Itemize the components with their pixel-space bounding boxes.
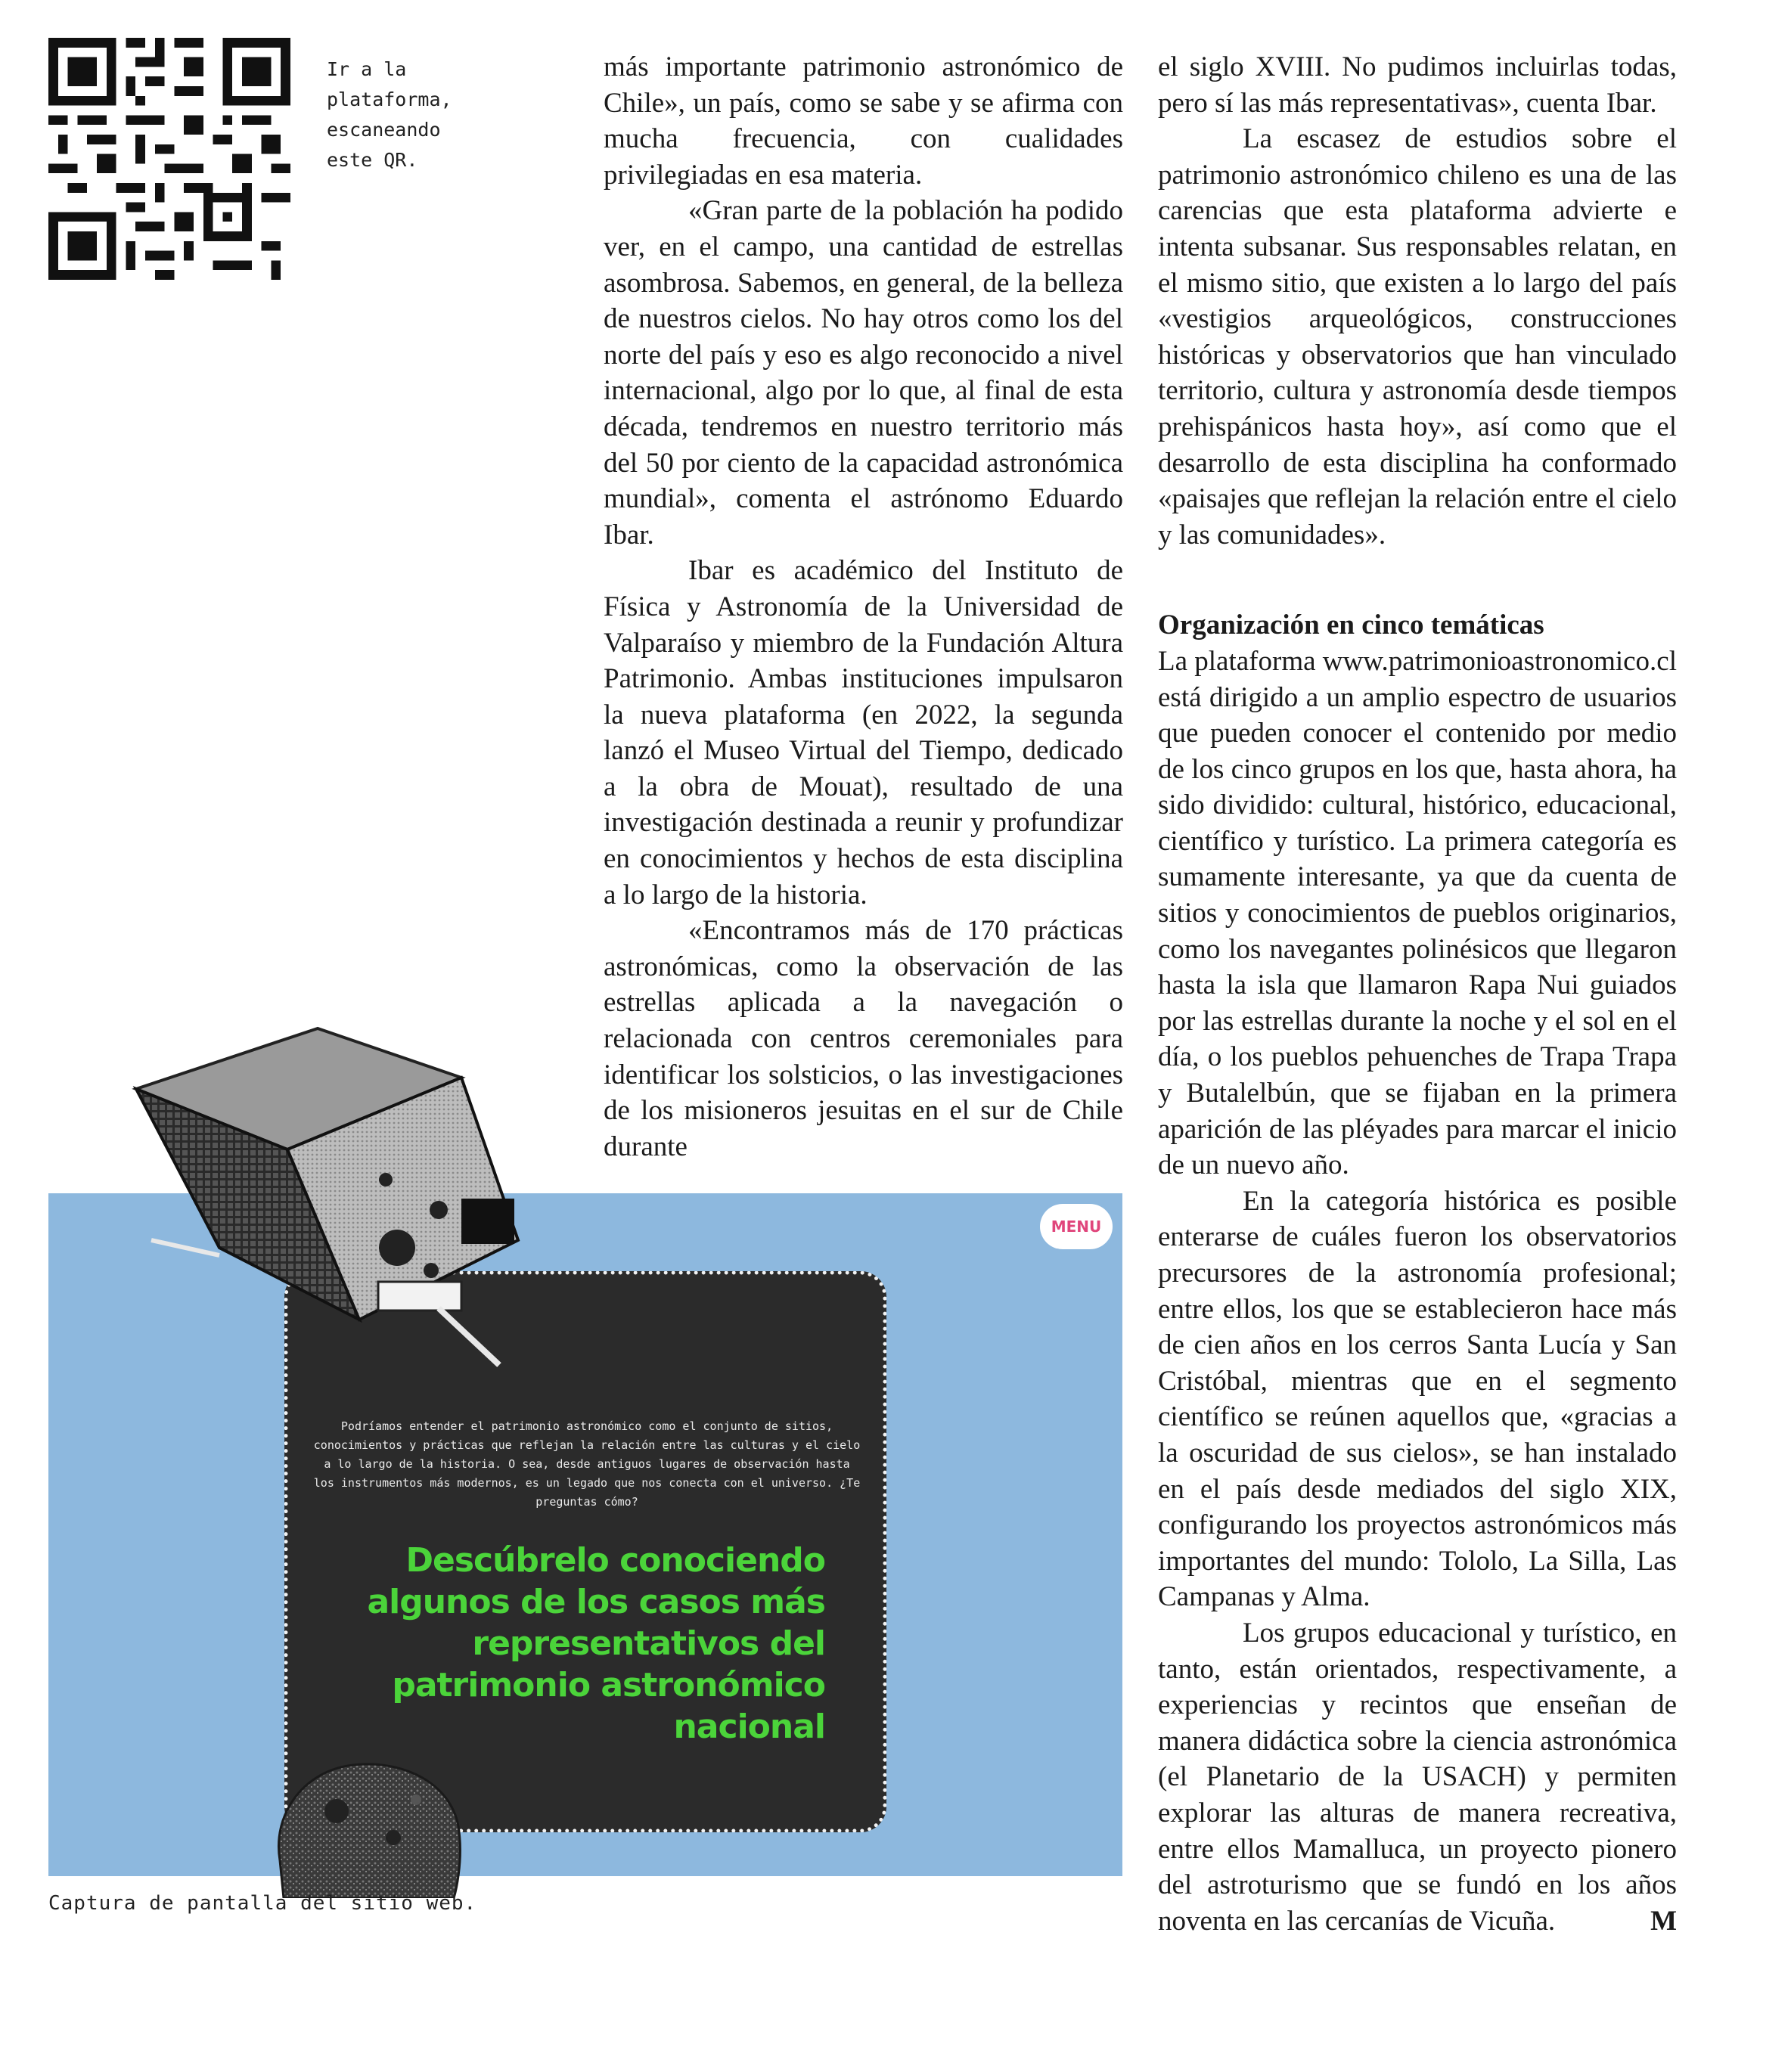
paragraph: más importante patrimonio astronómico de Chile», un país, como se sabe y se afirma con mucha frecuencia, con cualidades privilegiadas en esa materia. (604, 51, 1123, 191)
screen-intro-text: Podríamos entender el patrimonio astronómico como el conjunto de sitios, conocimientos y prácticas que reflejan la relación entre las culturas y el cielo a lo largo de la historia. O sea, desde antiguos lugares de observación hasta los instrumentos más modernos, es un legado que nos conecta con el universo. ¿Te preguntas cómo? (313, 1419, 861, 1509)
paragraph: Ibar es académico del Instituto de Física y Astronomía de la Universidad de Valparaíso y miembro de la Fundación Altura Patrimonio. Ambas instituciones impulsaron la nueva plataforma (en 2022, la segunda lanzó el Museo Virtual del Tiempo, dedicado a la obra de Mouat), resultado de una investigación destinada a reunir y profundizar en conocimientos y hechos de esta disciplina a lo largo de la historia. (604, 555, 1123, 910)
article-column-right (1158, 49, 1677, 1939)
screen-headline: Descúbrelo conociendo algunos de los casos más representativos del patrimonio astronómico nacional (367, 1541, 825, 1746)
paragraph: La escasez de estudios sobre el patrimonio astronómico chileno es una de las carencias que esta plataforma advierte e intenta subsanar. Sus responsables relatan, en el mismo sitio, que existen a lo largo del país «vestigios arqueológicos, construcciones históricas y observatorios que han vinculado territorio, cultura y astronomía desde tiempos prehispánicos hasta hoy», así como que el desarrollo de esta disciplina ha conformado «paisajes que reflejan la relación entre el cielo y las comunidades». (1158, 123, 1677, 551)
satellite-illustration (129, 1021, 582, 1384)
end-mark: M (1650, 1905, 1677, 1937)
paragraph: La plataforma www.patrimonioastronomico.cl está dirigido a un amplio espectro de usuarios que pueden conocer el contenido por medio de los cinco grupos en los que, hasta ahora, ha sido dividido: cultural, histórico, educacional, científico y turístico. La primera categoría es sumamente interesante, ya que da cuenta de sitios y conocimientos de pueblos originarios, como los navegantes polinésicos que llegaron hasta la isla que llamaron Rapa Nui guiados por las estrellas durante la noche y el sol en el día, o los pueblos pehuenches de Trapa Trapa y Butalelbún, que se fijaban en la primera aparición de las pléyades para marcar el inicio de un nuevo año. (1158, 645, 1677, 1181)
paragraph: En la categoría histórica es posible enterarse de cuáles fueron los observatorios precursores de la astronomía profesional; entre ellos, los que se establecieron hace más de cien años en los cerros Santa Lucía y San Cristóbal, mientras que en el segmento científico se reúnen aquellos que, «gracias a la oscuridad de sus cielos», se han instalado en el país desde mediados del siglo XIX, configurando los proyectos astronómicos más importantes del mundo: Tololo, La Silla, Las Campanas y Alma. (1158, 1185, 1677, 1613)
figure-caption: Captura de pantalla del sitio web. (48, 1892, 477, 1915)
paragraph: «Encontramos más de 170 prácticas astronómicas, como la observación de las estrellas aplicada a la navegación o relacionada con centros ceremoniales para identificar los solsticios, o las investigaciones de los misioneros jesuitas en el sur de Chile durante (604, 915, 1123, 1162)
qr-code[interactable] (48, 38, 290, 280)
qr-caption: Ir a la plataforma, escaneando este QR. (327, 58, 452, 171)
paragraph: el siglo XVIII. No pudimos incluirlas todas, pero sí las más representativas», cuenta Ibar. (1158, 51, 1677, 119)
section-heading: Organización en cinco temáticas (1158, 610, 1544, 641)
paragraph: «Gran parte de la población ha podido ver, en el campo, una cantidad de estrellas asombrosa. Sabemos, en general, de la belleza de nuestros cielos. No hay otros como los del norte del país y eso es algo reconocido a nivel internacional, algo por lo que, al final de esta década, tendremos en nuestro territorio más del 50 por ciento de la capacidad astronómica mundial», comenta el astrónomo Eduardo Ibar. (604, 195, 1123, 551)
asteroid-illustration (265, 1747, 469, 1898)
menu-button[interactable]: MENU (1040, 1204, 1113, 1249)
paragraph-text: Los grupos educacional y turístico, en tanto, están orientados, respectivamente, a experiencias y recintos que enseñan de manera didáctica sobre la ciencia astronómica (el Planetario de la USACH) y permiten explorar las alturas de manera recreativa, entre ellos Mamalluca, un proyecto pionero del astroturismo que se fundó en los años noventa en las cercanías de Vicuña. (1158, 1617, 1677, 1937)
paragraph (1158, 1615, 1677, 1939)
article-column-middle (604, 49, 1123, 1165)
